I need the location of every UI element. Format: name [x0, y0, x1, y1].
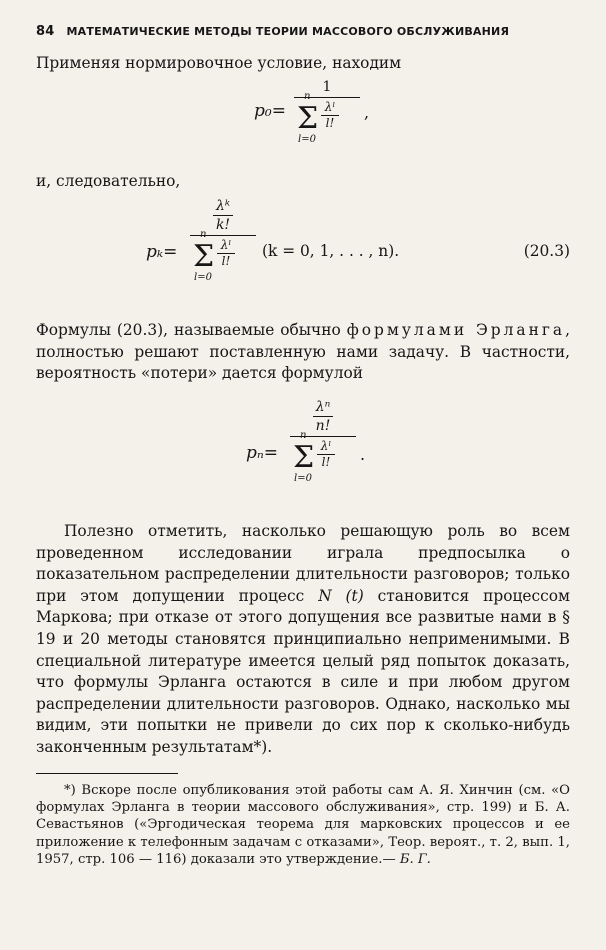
footnote: *) Вскоре после опубликования этой работы сам А. Я. Хинчин (см. «О формулах Эрланга в теории массового обслуживания», стр. 199) и Б. А. Севастьянов («Эргодическая теорема для марковских процессов и ее приложение к телефонным задачам с отказами», Теор. вероят., т. 2, вып. 1, 1957, стр. 106 — 116) доказали это утверждение.— Б. Г.: [36, 782, 570, 868]
running-head: [36, 24, 570, 39]
paragraph-erlang-formulas: Формулы (20.3), называемые обычно формулами Эрланга, полностью решают поставленную нами задачу. В частности, вероятность «потери» дается формулой: [36, 321, 570, 383]
paragraph-normalization: Применяя нормировочное условие, находим: [36, 54, 402, 72]
formula-p0: [36, 75, 570, 171]
sum-symbol: Σ n l=0 λˡ l!: [193, 238, 253, 286]
equation-number: (20.3): [523, 242, 570, 261]
erlang-formulas-term: формулами Эрланга: [346, 321, 566, 340]
running-title: МАТЕМАТИЧЕСКИЕ МЕТОДЫ ТЕОРИИ МАССОВОГО ОБСЛУЖИВАНИЯ: [66, 25, 510, 38]
formula-p0-fraction: [294, 79, 360, 152]
paragraph-remark: Полезно отметить, насколько решающую роль во всем проведенном исследовании играла предпосылка о показательном распределении длительности разговоров; только при этом допущении процесс N (t) становится процессом Маркова; при отказе от этого допущения все развитые нами в § 19 и 20 методы становятся принципиально неприменимыми. В специальной литературе имеется целый ряд попыток доказать, что формулы Эрланга остаются в силе и при любом другом распределении длительности разговоров. Однако, насколько мы видим, эти попытки не привели до сих пор к сколько-нибудь законченным результатам*).: [36, 521, 570, 756]
formula-pn-numerator: $\frac{\text{λⁿ}}{n!}$: [290, 399, 356, 434]
formula-pn-lhs: pₙ=: [246, 442, 279, 463]
footnote-rule: [36, 773, 178, 774]
process-symbol: N (t): [318, 586, 364, 605]
page-number: 84: [36, 24, 55, 39]
paragraph-consequently: и, следовательно,: [36, 171, 181, 190]
formula-pn-fraction: [290, 399, 356, 491]
formula-pk-numerator: $\frac{\text{λᵏ}}{k!}$: [190, 198, 256, 233]
formula-pn-period: .: [360, 444, 366, 464]
book-page: [36, 24, 570, 869]
formula-pk-lhs: pₖ=: [146, 242, 178, 263]
formula-p0-lhs: p₀=: [254, 100, 286, 121]
formula-pn: [36, 385, 570, 515]
formula-p0-comma: ,: [364, 102, 370, 122]
formula-pk-condition: (k = 0, 1, . . . , n).: [262, 242, 400, 261]
sum-symbol: Σ n l=0 λˡ l!: [293, 439, 353, 487]
formula-pk: [36, 192, 570, 314]
formula-pk-fraction: [190, 198, 256, 290]
sum-symbol: Σ n l=0 λˡ l!: [297, 100, 357, 148]
footnote-signature: Б. Г.: [399, 852, 431, 868]
formula-p0-numerator: 1: [322, 78, 332, 95]
